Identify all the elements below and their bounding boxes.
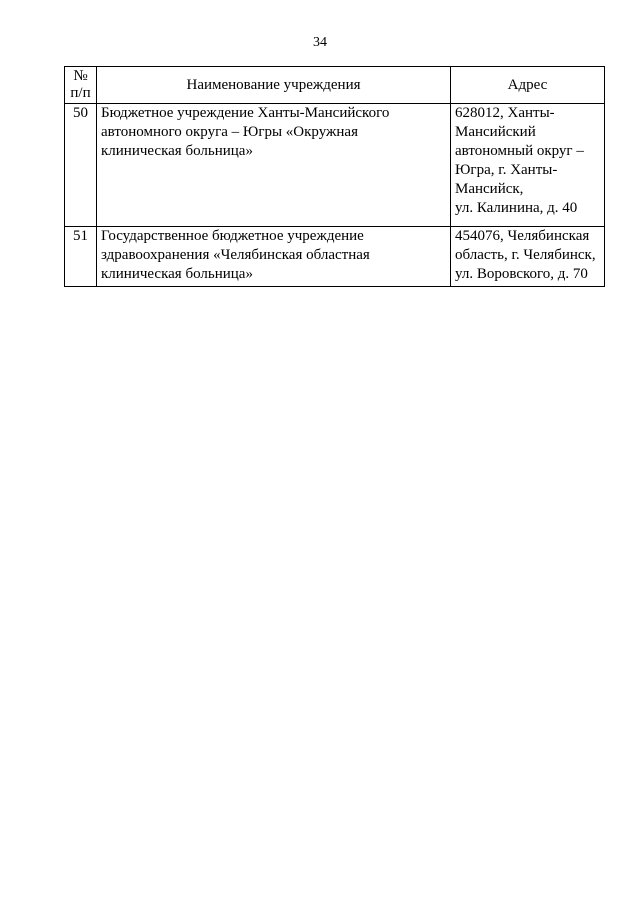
institution-name-line: клиническая больница» [101,143,253,159]
address-line: область, г. Челябинск, [455,247,596,263]
address-line: ул. Калинина, д. 40 [455,200,578,216]
row-number: 50 [65,104,97,227]
institution-name-line: клиническая больница» [101,266,253,282]
institution-name [97,227,451,287]
address-line: Мансийский [455,124,536,140]
address-line: Югра, г. Ханты- [455,162,558,178]
row-number: 51 [65,227,97,287]
header-number [65,67,97,104]
table-row [65,104,605,227]
institutions-table [64,66,605,287]
address-line: 454076, Челябинская [455,228,590,244]
header-address: Адрес [451,67,605,104]
address-line: автономный округ – [455,143,584,159]
institution-name-line: Государственное бюджетное учреждение [101,228,364,244]
address-line: Мансийск, [455,181,524,197]
page-number: 34 [313,35,327,50]
address-line: 628012, Ханты- [455,105,555,121]
institution-address [451,227,605,287]
institution-name [97,104,451,227]
header-number-abbr: п/п [70,85,91,101]
table-header-row [65,67,605,104]
header-number-symbol: № [73,68,88,84]
institution-name-line: автономного округа – Югры «Окружная [101,124,358,140]
header-institution-name: Наименование учреждения [97,67,451,104]
institution-address [451,104,605,227]
table-row [65,227,605,287]
institution-name-line: здравоохранения «Челябинская областная [101,247,370,263]
address-line: ул. Воровского, д. 70 [455,266,588,282]
institution-name-line: Бюджетное учреждение Ханты-Мансийского [101,105,390,121]
